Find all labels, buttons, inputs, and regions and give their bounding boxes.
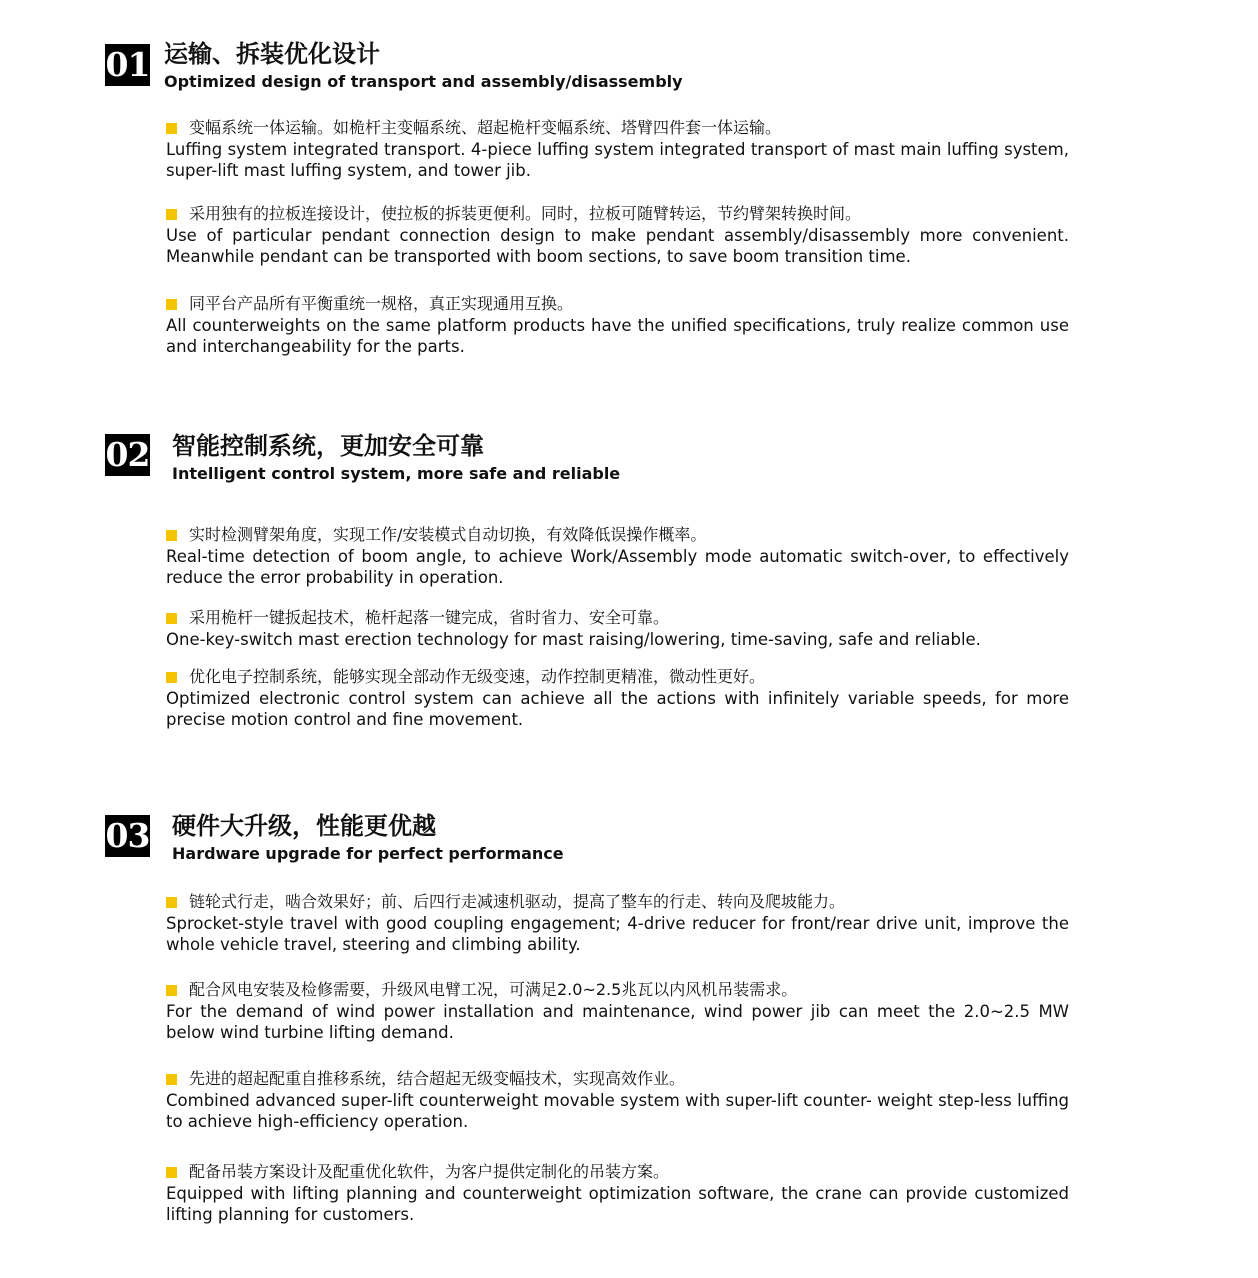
feature-item: [166, 666, 1069, 730]
feature-item: [166, 293, 1069, 357]
square-bullet-icon: [166, 1074, 177, 1085]
square-bullet-icon: [166, 672, 177, 683]
feature-text-cn: 采用独有的拉板连接设计，使拉板的拆装更便利。同时，拉板可随臂转运，节约臂架转换时间。: [189, 204, 862, 223]
feature-text-en: Combined advanced super-lift counterweight movable system with super-lift counter- weight step-less luffing to achieve high-efficiency operation.: [166, 1091, 1069, 1131]
feature-text-cn: 配合风电安装及检修需要，升级风电臂工况，可满足2.0~2.5兆瓦以内风机吊装需求。: [189, 980, 798, 999]
feature-item: [166, 1161, 1069, 1225]
feature-text-cn: 同平台产品所有平衡重统一规格，真正实现通用互换。: [189, 294, 574, 313]
feature-item: [166, 979, 1069, 1043]
feature-text-en: Sprocket-style travel with good coupling engagement; 4-drive reducer for front/rear drive unit, improve the whole vehicle travel, steering and climbing ability.: [166, 914, 1069, 954]
feature-item: [166, 524, 1069, 588]
feature-text-en: Use of particular pendant connection design to make pendant assembly/disassembly more convenient. Meanwhile pendant can be transported with boom sections, to save boom transition time.: [166, 226, 1069, 266]
section-number-badge: 01: [105, 45, 150, 84]
section-title-cn: 硬件大升级，性能更优越: [172, 812, 436, 840]
section-number-badge: 03: [105, 816, 150, 855]
section-number-badge: 02: [105, 435, 150, 474]
feature-text-cn: 配备吊装方案设计及配重优化软件，为客户提供定制化的吊装方案。: [189, 1162, 670, 1181]
square-bullet-icon: [166, 1167, 177, 1178]
feature-text-cn: 变幅系统一体运输。如桅杆主变幅系统、超起桅杆变幅系统、塔臂四件套一体运输。: [189, 118, 782, 137]
section-title-en: Intelligent control system, more safe and reliable: [172, 464, 621, 483]
feature-text-en: All counterweights on the same platform products have the unified specifications, truly realize common use and interchangeability for the parts.: [166, 316, 1069, 356]
feature-text-en: Luffing system integrated transport. 4-piece luffing system integrated transport of mast main luffing system, super-lift mast luffing system, and tower jib.: [166, 140, 1069, 180]
feature-text-cn: 优化电子控制系统，能够实现全部动作无级变速，动作控制更精准，微动性更好。: [189, 667, 766, 686]
feature-text-en: Equipped with lifting planning and counterweight optimization software, the crane can provide customized lifting planning for customers.: [166, 1184, 1069, 1224]
feature-text-en: For the demand of wind power installation and maintenance, wind power jib can meet the 2.0~2.5 MW below wind turbine lifting demand.: [166, 1002, 1069, 1042]
square-bullet-icon: [166, 613, 177, 624]
feature-text-cn: 实时检测臂架角度，实现工作/安装模式自动切换，有效降低误操作概率。: [189, 525, 707, 544]
section-title-en: Optimized design of transport and assembly/disassembly: [164, 72, 683, 91]
square-bullet-icon: [166, 123, 177, 134]
feature-text-cn: 链轮式行走，啮合效果好；前、后四行走减速机驱动，提高了整车的行走、转向及爬坡能力。: [189, 892, 846, 911]
square-bullet-icon: [166, 209, 177, 220]
feature-text-en: Real-time detection of boom angle, to achieve Work/Assembly mode automatic switch-over, to effectively reduce the error probability in operation.: [166, 547, 1069, 587]
feature-item: [166, 607, 1069, 650]
feature-text-cn: 采用桅杆一键扳起技术，桅杆起落一键完成，省时省力、安全可靠。: [189, 608, 670, 627]
section-title-cn: 智能控制系统，更加安全可靠: [172, 432, 484, 460]
feature-text-cn: 先进的超起配重自推移系统，结合超起无级变幅技术，实现高效作业。: [189, 1069, 686, 1088]
feature-item: [166, 891, 1069, 955]
section-title-en: Hardware upgrade for perfect performance: [172, 844, 564, 863]
square-bullet-icon: [166, 897, 177, 908]
feature-item: [166, 1068, 1069, 1132]
feature-text-en: One-key-switch mast erection technology for mast raising/lowering, time-saving, safe and reliable.: [166, 630, 981, 649]
section-title-cn: 运输、拆装优化设计: [164, 40, 380, 68]
square-bullet-icon: [166, 299, 177, 310]
square-bullet-icon: [166, 530, 177, 541]
feature-item: [166, 203, 1069, 267]
feature-item: [166, 117, 1069, 181]
square-bullet-icon: [166, 985, 177, 996]
feature-text-en: Optimized electronic control system can achieve all the actions with infinitely variable speeds, for more precise motion control and fine movement.: [166, 689, 1069, 729]
